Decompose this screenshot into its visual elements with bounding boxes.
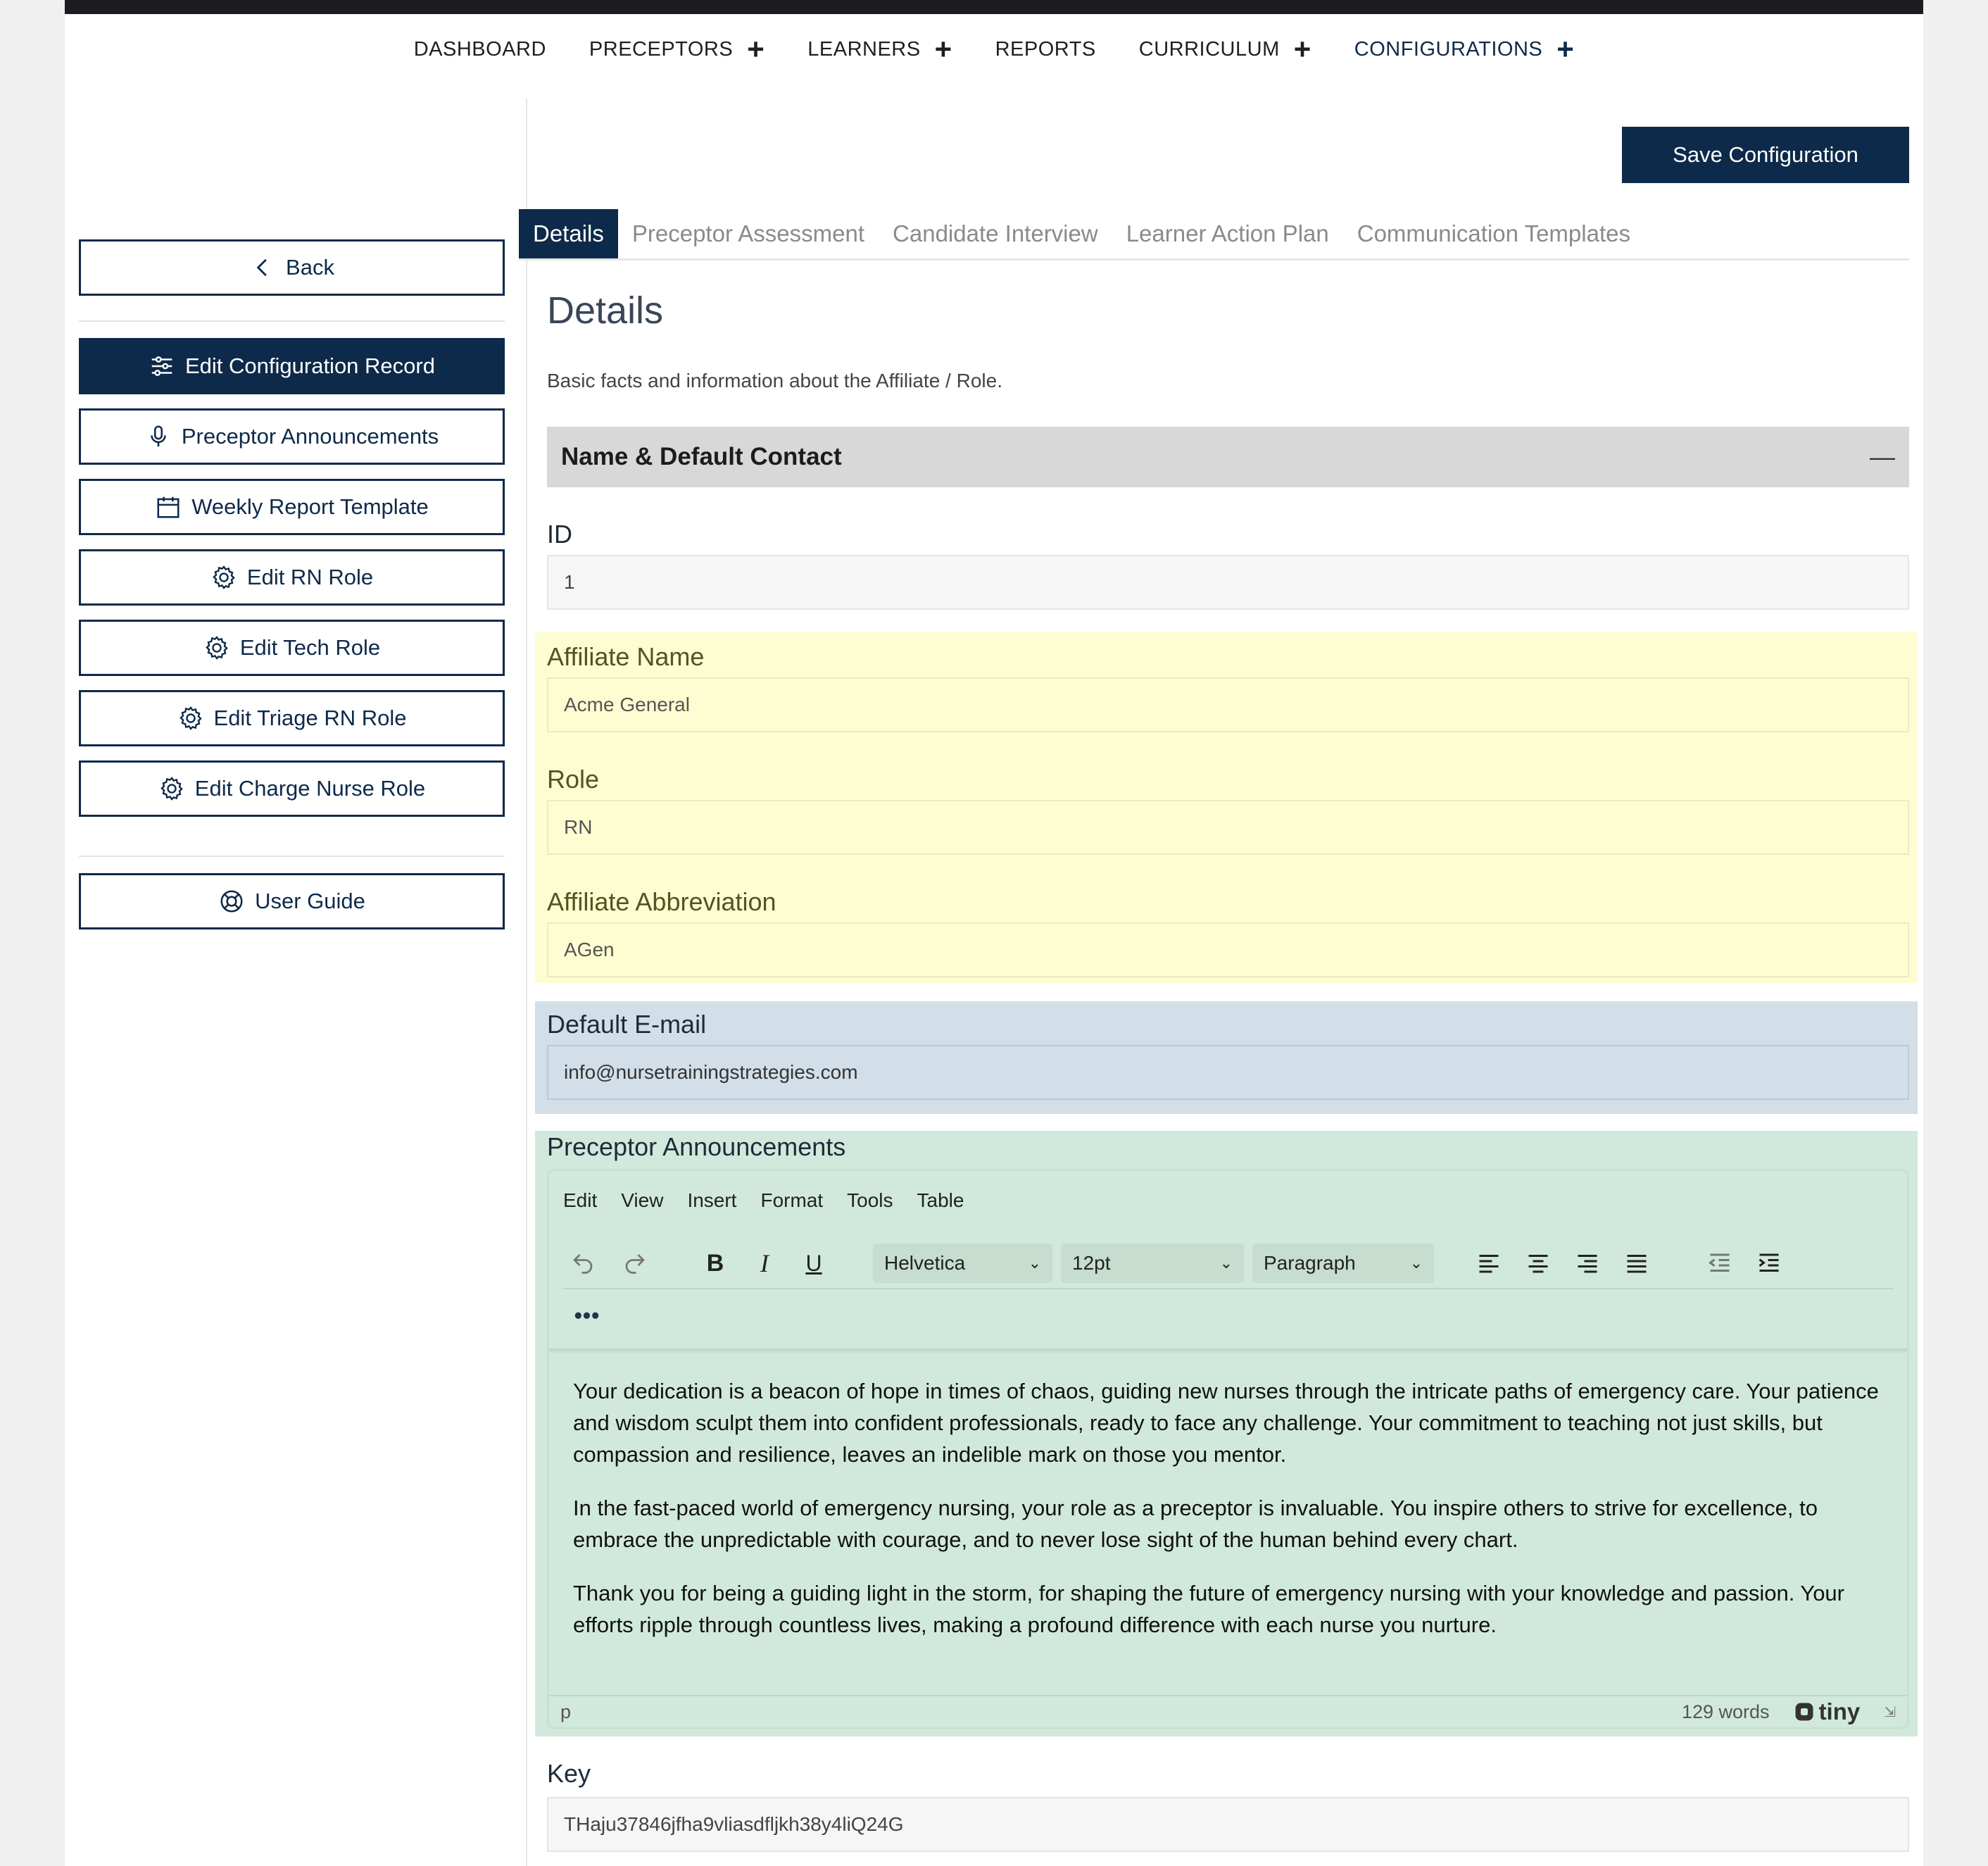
toolbar-shadow — [549, 1348, 1907, 1354]
outdent-icon[interactable] — [1700, 1244, 1740, 1283]
affiliate-abbreviation-field[interactable]: AGen — [547, 922, 1909, 977]
bold-icon[interactable]: B — [706, 1249, 724, 1277]
key-label: Key — [547, 1759, 591, 1788]
tiny-brand-icon — [1794, 1701, 1815, 1722]
affiliate-name-field[interactable]: Acme General — [547, 677, 1909, 732]
calendar-icon — [155, 494, 182, 520]
top-bar — [65, 0, 1923, 14]
tiny-logo[interactable]: tiny — [1794, 1698, 1861, 1725]
default-email-field[interactable]: info@nursetrainingstrategies.com — [547, 1045, 1909, 1100]
page-subtitle: Basic facts and information about the Affiliate / Role. — [547, 370, 1002, 392]
user-guide-button[interactable]: User Guide — [79, 873, 505, 929]
rich-text-editor — [547, 1169, 1909, 1729]
gear-icon — [177, 705, 204, 732]
menu-insert[interactable]: Insert — [687, 1189, 737, 1211]
plus-icon[interactable]: + — [1293, 32, 1311, 65]
sidebar-item-edit-rn-role[interactable]: Edit RN Role — [79, 549, 505, 606]
chevron-down-icon: ⌄ — [1409, 1254, 1423, 1272]
toolbar-separator — [563, 1288, 1894, 1289]
resize-handle-icon[interactable]: ⇲ — [1884, 1704, 1896, 1720]
font-family-select[interactable]: Helvetica ⌄ — [873, 1244, 1052, 1283]
back-button[interactable]: Back — [79, 239, 505, 296]
default-email-label: Default E-mail — [547, 1010, 707, 1039]
font-size-select[interactable]: 12pt ⌄ — [1061, 1244, 1244, 1283]
content-paragraph: Thank you for being a guiding light in the storm, for shaping the future of emergency nursing with your knowledge and passion. Your efforts ripple through countless lives, making a profound difference with each nurse you nurture. — [573, 1581, 1844, 1637]
tab-candidate-interview[interactable]: Candidate Interview — [893, 220, 1098, 246]
more-options-icon[interactable]: ••• — [574, 1302, 600, 1328]
role-field[interactable]: RN — [547, 800, 1909, 855]
sidebar-item-edit-tech-role[interactable]: Edit Tech Role — [79, 620, 505, 676]
align-right-icon[interactable] — [1568, 1244, 1607, 1283]
microphone-icon — [145, 423, 172, 450]
menu-table[interactable]: Table — [917, 1189, 964, 1211]
section-header-name-default-contact[interactable] — [547, 427, 1909, 487]
menu-tools[interactable]: Tools — [847, 1189, 893, 1211]
tab-communication-templates[interactable]: Communication Templates — [1357, 220, 1630, 246]
affiliate-name-label: Affiliate Name — [547, 642, 705, 671]
gear-icon — [203, 634, 230, 661]
sidebar-item-edit-configuration-record[interactable]: Edit Configuration Record — [79, 338, 505, 394]
role-label: Role — [547, 765, 600, 794]
nav-configurations[interactable]: CONFIGURATIONS + — [1354, 32, 1575, 65]
main-nav — [65, 28, 1923, 70]
tab-preceptor-assessment[interactable]: Preceptor Assessment — [631, 220, 865, 246]
gear-icon — [158, 775, 185, 802]
plus-icon[interactable]: + — [747, 32, 765, 65]
nav-preceptors[interactable]: PRECEPTORS + — [589, 32, 765, 65]
preceptor-announcements-label: Preceptor Announcements — [547, 1132, 846, 1161]
sidebar-separator — [79, 320, 505, 322]
tab-details[interactable]: Details — [519, 209, 618, 258]
sidebar-item-edit-triage-rn-role[interactable]: Edit Triage RN Role — [79, 690, 505, 746]
nav-curriculum[interactable]: CURRICULUM + — [1138, 32, 1311, 65]
align-center-icon[interactable] — [1518, 1244, 1558, 1283]
chevron-down-icon: ⌄ — [1219, 1254, 1233, 1272]
affiliate-abbreviation-label: Affiliate Abbreviation — [547, 887, 776, 916]
element-path[interactable]: p — [560, 1701, 572, 1722]
gear-icon — [210, 564, 237, 591]
nav-learners[interactable]: LEARNERS + — [807, 32, 952, 65]
editor-toolbar — [563, 1241, 1894, 1285]
collapse-icon[interactable]: — — [1870, 442, 1895, 471]
sidebar-item-edit-charge-nurse-role[interactable]: Edit Charge Nurse Role — [79, 760, 505, 817]
content-paragraph: In the fast-paced world of emergency nursing, your role as a preceptor is invaluable. You inspire others to strive for excellence, to embrace the unpredictable with courage, and to never lose sight of the human behind every chart. — [573, 1496, 1818, 1552]
plus-icon[interactable]: + — [934, 32, 952, 65]
tab-bar — [519, 211, 1909, 261]
align-left-icon[interactable] — [1469, 1244, 1509, 1283]
editor-statusbar — [549, 1695, 1907, 1727]
tab-learner-action-plan[interactable]: Learner Action Plan — [1126, 220, 1329, 246]
sidebar-item-weekly-report-template[interactable]: Weekly Report Template — [79, 479, 505, 535]
sidebar-item-preceptor-announcements[interactable]: Preceptor Announcements — [79, 408, 505, 465]
section-title: Name & Default Contact — [561, 443, 842, 470]
undo-icon[interactable] — [563, 1244, 603, 1283]
sidebar-separator — [79, 856, 505, 857]
key-field[interactable]: THaju37846jfha9vliasdfljkh38y4liQ24G — [547, 1797, 1909, 1852]
save-configuration-button[interactable]: Save Configuration — [1622, 127, 1909, 183]
sliders-icon — [149, 353, 175, 380]
page-title: Details — [547, 289, 664, 332]
editor-menubar — [563, 1189, 964, 1212]
sidebar-divider — [526, 99, 527, 1866]
id-label: ID — [547, 520, 572, 549]
indent-icon[interactable] — [1749, 1244, 1789, 1283]
align-justify-icon[interactable] — [1617, 1244, 1656, 1283]
menu-view[interactable]: View — [621, 1189, 664, 1211]
italic-icon[interactable]: I — [760, 1249, 769, 1277]
chevron-down-icon: ⌄ — [1028, 1254, 1041, 1272]
word-count[interactable]: 129 words — [1681, 1701, 1770, 1722]
content-paragraph: Your dedication is a beacon of hope in times of chaos, guiding new nurses through the intricate paths of emergency care. Your patience and wisdom sculpt them into confident professionals, ready to face any challenge. Your commitment to teaching not just skills, but compassion and resilience, leaves an indelible mark on those you mentor. — [573, 1379, 1879, 1467]
nav-reports[interactable]: REPORTS — [995, 37, 1096, 61]
block-format-select[interactable]: Paragraph ⌄ — [1252, 1244, 1434, 1283]
underline-icon[interactable]: U — [805, 1250, 822, 1276]
menu-format[interactable]: Format — [760, 1189, 824, 1211]
lifebuoy-icon — [218, 888, 245, 915]
id-field[interactable]: 1 — [547, 555, 1909, 610]
editor-content[interactable] — [573, 1375, 1889, 1663]
redo-icon[interactable] — [615, 1244, 655, 1283]
page — [65, 0, 1923, 1866]
menu-edit[interactable]: Edit — [563, 1189, 598, 1211]
plus-icon[interactable]: + — [1556, 32, 1575, 65]
nav-dashboard[interactable]: DASHBOARD — [413, 37, 546, 61]
chevron-left-icon — [249, 254, 276, 281]
